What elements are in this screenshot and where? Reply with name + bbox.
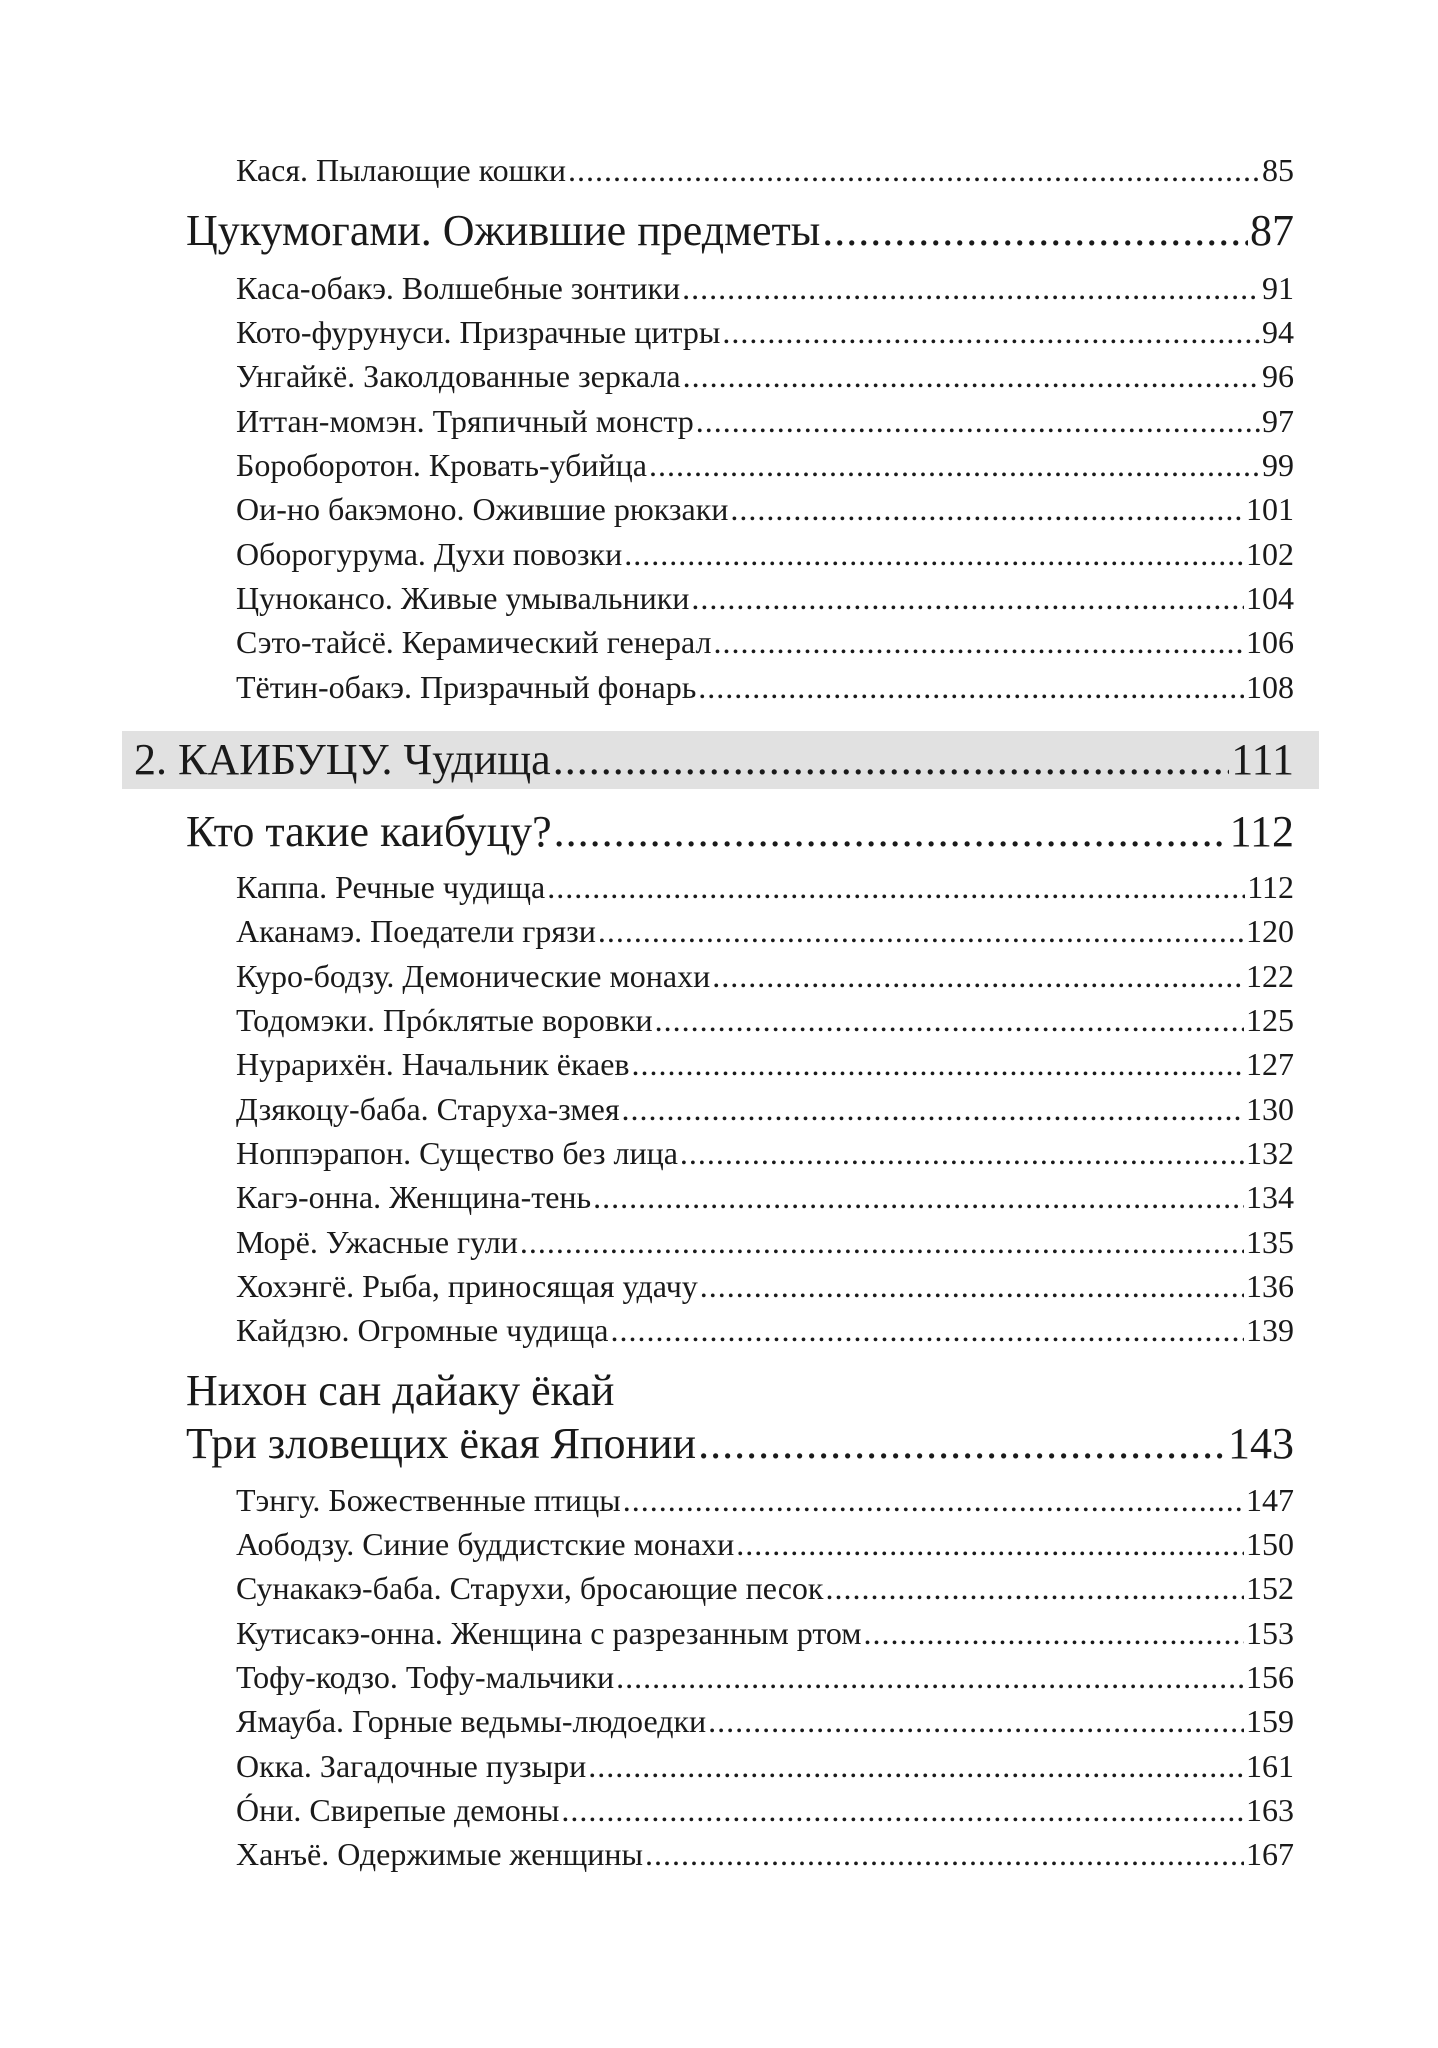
toc-entry[interactable]	[236, 622, 1294, 662]
dot-leader	[554, 806, 1228, 858]
toc-entry[interactable]	[236, 1657, 1294, 1697]
toc-entry-page: 122	[1246, 958, 1294, 994]
toc-entry[interactable]	[236, 150, 1294, 190]
dot-leader	[700, 1266, 1244, 1306]
toc-entry-page: 135	[1246, 1224, 1294, 1260]
toc-section-page: 143	[1228, 1419, 1294, 1468]
toc-chapter[interactable]	[134, 734, 1294, 786]
dot-leader	[736, 1524, 1244, 1564]
toc-entry-title: Тэнгу. Божественные птицы	[236, 1482, 621, 1518]
toc-entry-title: Бороборотон. Кровать-убийца	[236, 447, 647, 483]
toc-entry[interactable]	[236, 1266, 1294, 1306]
dot-leader	[682, 268, 1260, 308]
toc-entry-title: Ои-но бакэмоно. Ожившие рюкзаки	[236, 491, 729, 527]
dot-leader	[708, 1701, 1244, 1741]
toc-entry-title: Сэто-тайсё. Керамический генерал	[236, 624, 712, 660]
toc-entry-title: Ноппэрапон. Существо без лица	[236, 1135, 678, 1171]
toc-entry[interactable]	[236, 401, 1294, 441]
toc-entry-page: 127	[1246, 1046, 1294, 1082]
toc-section-title: Кто такие каибуцу?	[186, 807, 552, 856]
toc-section[interactable]	[186, 806, 1294, 858]
dot-leader	[698, 1418, 1226, 1470]
toc-entry-title: Кася. Пылающие кошки	[236, 152, 566, 188]
toc-entry-page: 85	[1262, 152, 1294, 188]
dot-leader	[645, 1834, 1244, 1874]
toc-entry-page: 102	[1246, 536, 1294, 572]
toc-entry[interactable]	[236, 1133, 1294, 1173]
toc-entry-title: Сунакакэ-баба. Старухи, бросающие песок	[236, 1570, 824, 1606]
toc-entry[interactable]	[236, 1834, 1294, 1874]
toc-entry-title: Нурарихён. Начальник ёкаев	[236, 1046, 630, 1082]
toc-entry-title: Куро-бодзу. Демонические монахи	[236, 958, 711, 994]
toc-entry-page: 96	[1262, 358, 1294, 394]
toc-entry-title: Аободзу. Синие буддистские монахи	[236, 1526, 735, 1562]
toc-entry-title: Óни. Свирепые демоны	[236, 1792, 560, 1828]
toc-entry[interactable]	[236, 911, 1294, 951]
toc-entry[interactable]	[236, 1480, 1294, 1520]
toc-entry-page: 108	[1246, 669, 1294, 705]
dot-leader	[691, 578, 1244, 618]
toc-entry-page: 112	[1247, 869, 1294, 905]
dot-leader	[825, 1568, 1244, 1608]
toc-entry[interactable]	[236, 1568, 1294, 1608]
dot-leader	[696, 401, 1260, 441]
dot-leader	[593, 1177, 1244, 1217]
toc-entry[interactable]	[236, 268, 1294, 308]
dot-leader	[616, 1657, 1244, 1697]
dot-leader	[632, 1044, 1244, 1084]
dot-leader	[655, 1000, 1244, 1040]
toc-entry-title: Аканамэ. Поедатели грязи	[236, 913, 596, 949]
toc-chapter-page: 111	[1231, 735, 1294, 784]
toc-entry-page: 152	[1246, 1570, 1294, 1606]
toc-entry[interactable]	[236, 667, 1294, 707]
toc-entry-page: 147	[1246, 1482, 1294, 1518]
toc-entry-page: 99	[1262, 447, 1294, 483]
toc-entry[interactable]	[236, 1790, 1294, 1830]
toc-entry-page: 101	[1246, 491, 1294, 527]
toc-entry-page: 104	[1246, 580, 1294, 616]
dot-leader	[611, 1310, 1245, 1350]
toc-section[interactable]	[186, 205, 1294, 257]
toc-entry[interactable]	[236, 1177, 1294, 1217]
toc-entry[interactable]	[236, 578, 1294, 618]
toc-entry-page: 130	[1246, 1091, 1294, 1127]
dot-leader	[623, 1480, 1244, 1520]
toc-entry-page: 125	[1246, 1002, 1294, 1038]
toc-section-title-line	[186, 1365, 1294, 1417]
dot-leader	[713, 622, 1244, 662]
toc-entry-title: Дзякоцу-баба. Старуха-змея	[236, 1091, 620, 1127]
toc-entry-title: Тофу-кодзо. Тофу-мальчики	[236, 1659, 615, 1695]
toc-entry[interactable]	[236, 956, 1294, 996]
dot-leader	[622, 1089, 1244, 1129]
dot-leader	[822, 205, 1248, 257]
toc-entry-title: Каса-обакэ. Волшебные зонтики	[236, 270, 681, 306]
toc-entry-title: Кайдзю. Огромные чудища	[236, 1312, 609, 1348]
toc-entry-page: 156	[1246, 1659, 1294, 1695]
toc-entry[interactable]	[236, 1089, 1294, 1129]
toc-entry-title: Морё. Ужасные гули	[236, 1224, 518, 1260]
toc-chapter-title: 2. КАИБУЦУ. Чудища	[134, 735, 551, 784]
toc-entry-title: Хохэнгё. Рыба, приносящая удачу	[236, 1268, 698, 1304]
toc-entry-title: Кутисакэ-онна. Женщина с разрезанным ртом	[236, 1615, 862, 1651]
dot-leader	[588, 1746, 1244, 1786]
toc-entry[interactable]	[236, 867, 1294, 907]
toc-entry[interactable]	[236, 1746, 1294, 1786]
toc-entry-page: 132	[1246, 1135, 1294, 1171]
toc-section-page: 112	[1229, 807, 1294, 856]
dot-leader	[722, 312, 1260, 352]
toc-entry-page: 134	[1246, 1179, 1294, 1215]
toc-entry-title: Цунокансо. Живые умывальники	[236, 580, 690, 616]
toc-entry[interactable]	[236, 1044, 1294, 1084]
toc-entry[interactable]	[236, 1000, 1294, 1040]
toc-entry-page: 94	[1262, 314, 1294, 350]
toc-entry[interactable]	[236, 1613, 1294, 1653]
toc-entry-page: 161	[1246, 1748, 1294, 1784]
toc-entry[interactable]	[236, 489, 1294, 529]
toc-entry-title: Унгайкё. Заколдованные зеркала	[236, 358, 681, 394]
toc-entry-page: 163	[1246, 1792, 1294, 1828]
toc-section-page: 87	[1250, 206, 1294, 255]
toc-entry-title: Кото-фурунуси. Призрачные цитры	[236, 314, 721, 350]
toc-entry-page: 97	[1262, 403, 1294, 439]
toc-entry-page: 150	[1246, 1526, 1294, 1562]
toc-section-title: Нихон сан дайаку ёкай	[186, 1366, 615, 1415]
dot-leader	[553, 734, 1230, 786]
toc-entry-title: Кагэ-онна. Женщина-тень	[236, 1179, 592, 1215]
toc-entry[interactable]	[236, 1222, 1294, 1262]
toc-entry-title: Каппа. Речные чудища	[236, 869, 546, 905]
dot-leader	[649, 445, 1260, 485]
toc-entry[interactable]	[236, 534, 1294, 574]
dot-leader	[698, 667, 1244, 707]
toc-entry-title: Тётин-обакэ. Призрачный фонарь	[236, 669, 697, 705]
dot-leader	[683, 356, 1260, 396]
toc-entry-page: 159	[1246, 1703, 1294, 1739]
toc-entry-title: Ханъё. Одержимые женщины	[236, 1836, 643, 1872]
toc-entry[interactable]	[236, 1524, 1294, 1564]
toc-entry-title: Ямауба. Горные ведьмы-людоедки	[236, 1703, 707, 1739]
dot-leader	[864, 1613, 1244, 1653]
dot-leader	[520, 1222, 1244, 1262]
toc-entry[interactable]	[236, 1701, 1294, 1741]
toc-entry-title: Иттан-момэн. Тряпичный монстр	[236, 403, 694, 439]
toc-entry-title: Оборогурума. Духи повозки	[236, 536, 623, 572]
toc-section-title: Три зловещих ёкая Японии	[186, 1419, 697, 1468]
dot-leader	[598, 911, 1244, 951]
toc-entry-page: 106	[1246, 624, 1294, 660]
dot-leader	[568, 150, 1260, 190]
toc-entry-page: 139	[1246, 1312, 1294, 1348]
toc-entry-title: Окка. Загадочные пузыри	[236, 1748, 587, 1784]
dot-leader	[561, 1790, 1244, 1830]
toc-entry-title: Тодомэки. Прóклятые воровки	[236, 1002, 653, 1038]
toc-section[interactable]	[186, 1418, 1294, 1470]
toc-entry[interactable]	[236, 1310, 1294, 1350]
toc-entry-page: 91	[1262, 270, 1294, 306]
dot-leader	[547, 867, 1245, 907]
dot-leader	[712, 956, 1244, 996]
toc-entry[interactable]	[236, 356, 1294, 396]
dot-leader	[624, 534, 1244, 574]
toc-entry[interactable]	[236, 312, 1294, 352]
toc-entry-page: 153	[1246, 1615, 1294, 1651]
dot-leader	[730, 489, 1244, 529]
dot-leader	[680, 1133, 1244, 1173]
toc-entry-page: 120	[1246, 913, 1294, 949]
toc-entry[interactable]	[236, 445, 1294, 485]
toc-section-title: Цукумогами. Ожившие предметы	[186, 206, 821, 255]
toc-entry-page: 167	[1246, 1836, 1294, 1872]
toc-entry-page: 136	[1246, 1268, 1294, 1304]
